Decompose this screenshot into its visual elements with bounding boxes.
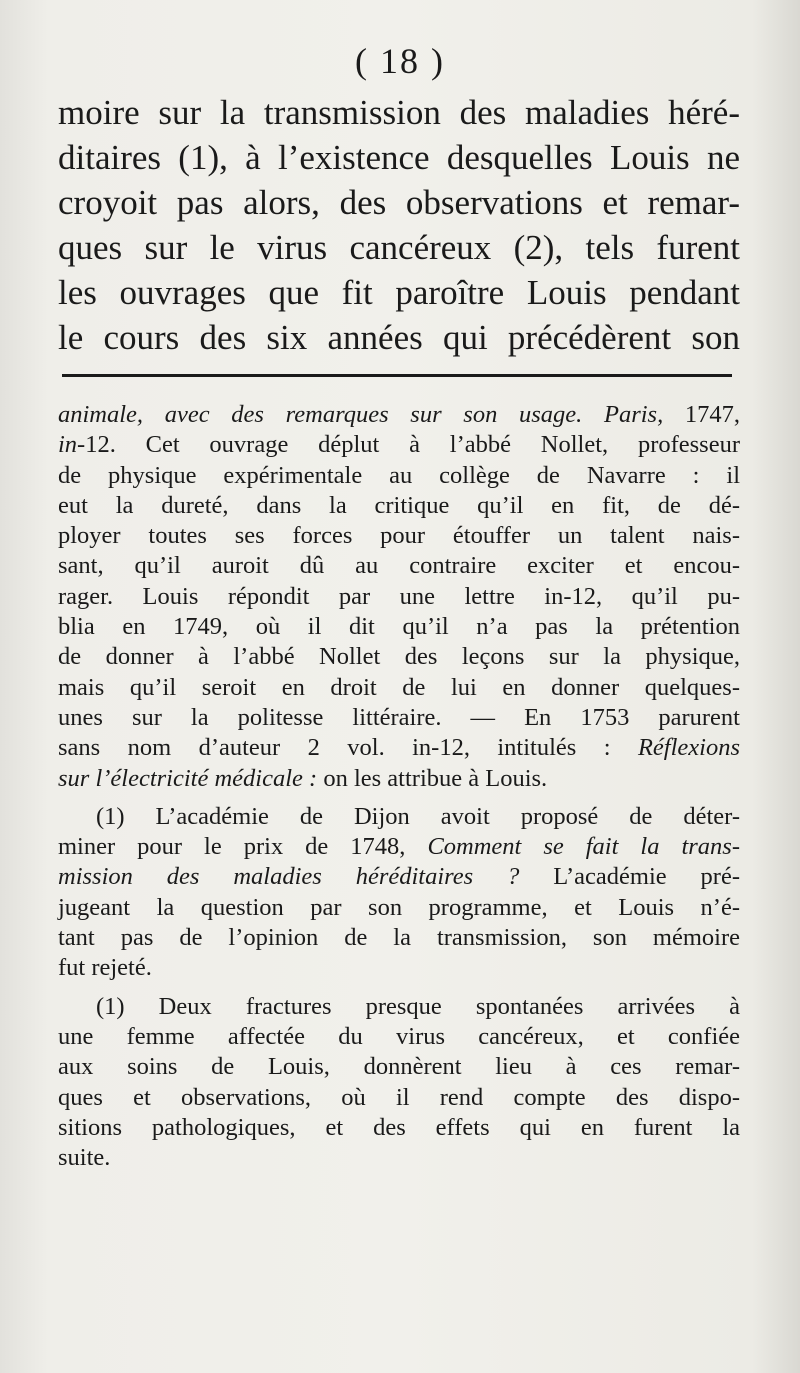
main-text-line: les ouvrages que fit paroître Louis pendant bbox=[58, 273, 740, 312]
footnote-line bbox=[58, 1143, 740, 1173]
footnote-line bbox=[58, 1022, 740, 1052]
footnote-line bbox=[58, 612, 740, 642]
footnote-continuation bbox=[58, 400, 740, 794]
main-text-line: le cours des six années qui précédèrent son bbox=[58, 318, 740, 357]
footnote-line bbox=[58, 1052, 740, 1082]
footnote-line bbox=[58, 832, 740, 862]
footnote-text: de physique expérimentale au collège de Navarre : il bbox=[58, 461, 740, 489]
footnote-line bbox=[58, 673, 740, 703]
footnote-text: aux soins de Louis, donnèrent lieu à ces remar- bbox=[58, 1053, 740, 1081]
footnote-1 bbox=[58, 802, 740, 984]
main-text-line: ques sur le virus cancéreux (2), tels furent bbox=[58, 228, 740, 267]
footnote-2 bbox=[58, 992, 740, 1174]
footnote-italic-text: animale, avec des remarques sur son usage. Paris, bbox=[58, 401, 664, 428]
page-number: ( 18 ) bbox=[355, 41, 445, 81]
footnote-line bbox=[58, 1113, 740, 1143]
footnote-line bbox=[58, 430, 740, 460]
footnote-text: suite. bbox=[58, 1144, 111, 1172]
footnote-line bbox=[58, 551, 740, 581]
footnote-line bbox=[58, 521, 740, 551]
footnotes-block bbox=[58, 400, 740, 1173]
footnote-line bbox=[58, 582, 740, 612]
footnote-text: ques et observations, où il rend compte des dispo- bbox=[58, 1083, 740, 1111]
footnote-line bbox=[58, 953, 740, 983]
footnote-text: tant pas de l’opinion de la transmission, son mémoire bbox=[58, 924, 740, 952]
main-text-line: croyoit pas alors, des observations et remar- bbox=[58, 183, 740, 222]
footnote-italic-text: sur l’électricité médicale : bbox=[58, 764, 318, 792]
footnote-italic-text: Réflexions bbox=[637, 734, 740, 762]
main-text-line: moire sur la transmission des maladies héré- bbox=[58, 93, 740, 132]
footnote-text: (1) Deux fractures presque spontanées arrivées à bbox=[96, 992, 740, 1020]
footnote-line bbox=[58, 1083, 740, 1113]
footnote-text: 1747, bbox=[663, 401, 741, 428]
footnote-text: sitions pathologiques, et des effets qui en furent la bbox=[58, 1113, 740, 1141]
footnote-italic-text: Comment se fait la trans- bbox=[427, 833, 740, 861]
footnote-line bbox=[58, 461, 740, 491]
footnote-text: 12. Cet ouvrage déplut à l’abbé Nollet, professeur bbox=[85, 431, 740, 459]
footnote-line bbox=[58, 733, 740, 763]
footnote-text: unes sur la politesse littéraire. — En 1753 parurent bbox=[58, 703, 740, 731]
footnote-text: on les attribue à Louis. bbox=[317, 764, 548, 792]
footnote-separator-rule bbox=[62, 374, 732, 377]
footnote-text: une femme affectée du virus cancéreux, et confiée bbox=[58, 1022, 740, 1050]
footnote-text: ployer toutes ses forces pour étouffer un talent nais- bbox=[58, 522, 740, 550]
footnote-italic-text: in- bbox=[58, 431, 86, 459]
footnote-line bbox=[58, 400, 740, 430]
footnote-line bbox=[58, 893, 740, 923]
footnote-line bbox=[58, 862, 740, 892]
footnote-text: fut rejeté. bbox=[58, 954, 152, 982]
footnote-line bbox=[58, 923, 740, 953]
main-text-block bbox=[58, 90, 740, 360]
footnote-line bbox=[58, 491, 740, 521]
footnote-text: eut la dureté, dans la critique qu’il en fit, de dé- bbox=[58, 491, 740, 519]
footnote-line bbox=[58, 992, 740, 1022]
footnote-text: blia en 1749, où il dit qu’il n’a pas la prétention bbox=[58, 613, 740, 641]
footnote-text: miner pour le prix de 1748, bbox=[58, 833, 428, 861]
footnote-text: sant, qu’il auroit dû au contraire exciter et encou- bbox=[58, 552, 740, 580]
footnote-text: L’académie pré- bbox=[519, 863, 740, 891]
main-text-line: ditaires (1), à l’existence desquelles Louis ne bbox=[58, 138, 740, 177]
footnote-line bbox=[58, 642, 740, 672]
footnote-text: (1) L’académie de Dijon avoit proposé de déter- bbox=[96, 802, 740, 830]
footnote-italic-text: mission des maladies héréditaires ? bbox=[58, 863, 520, 891]
footnote-text: jugeant la question par son programme, et Louis n’é- bbox=[58, 893, 740, 921]
footnote-line bbox=[58, 703, 740, 733]
footnote-line bbox=[58, 802, 740, 832]
footnote-text: rager. Louis répondit par une lettre in-12, qu’il pu- bbox=[58, 582, 740, 610]
footnote-line bbox=[58, 764, 740, 794]
footnote-text: mais qu’il seroit en droit de lui en donner quelques- bbox=[58, 673, 740, 701]
footnote-text: de donner à l’abbé Nollet des leçons sur la physique, bbox=[58, 643, 740, 671]
footnote-text: sans nom d’auteur 2 vol. in-12, intitulés : bbox=[58, 734, 638, 762]
